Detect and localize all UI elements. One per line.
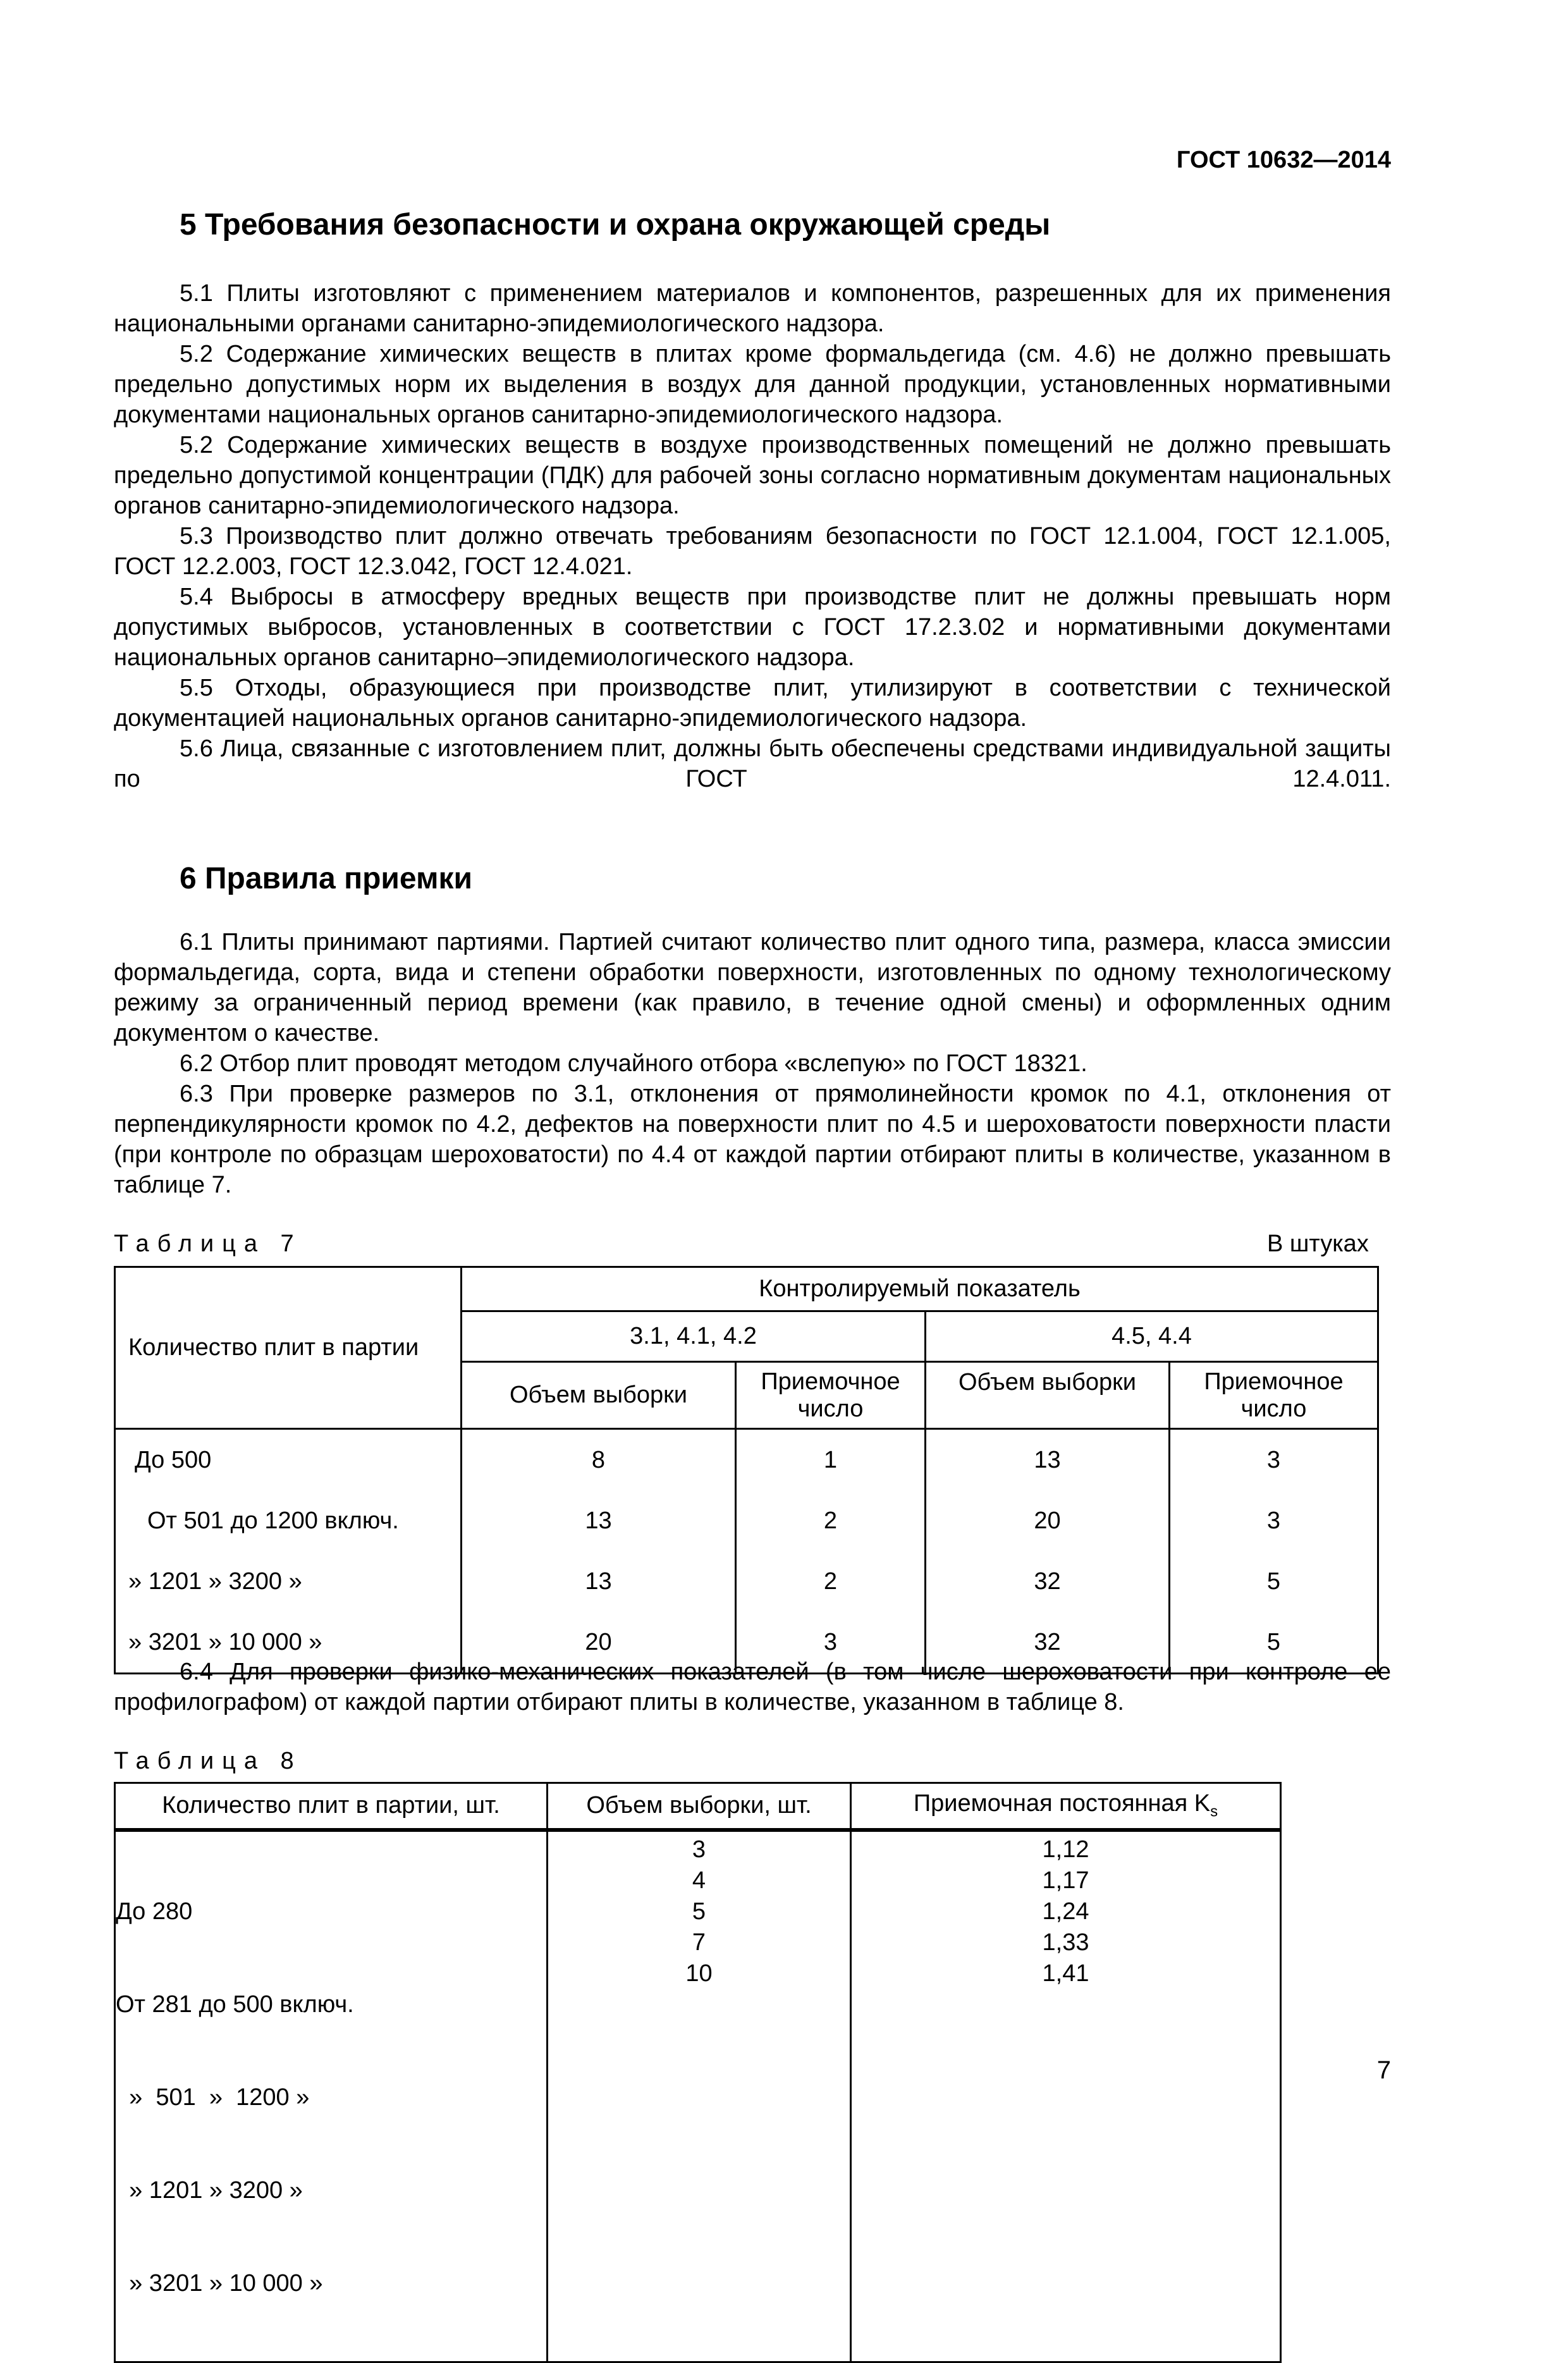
table-7-row-3-sample-1: 13 [585,1568,612,1595]
table-8-col-sample [548,1830,851,2362]
table-7-col-accept-2 [1170,1429,1378,1674]
table-7-group-1: 3.1, 4.1, 4.2 [462,1311,926,1362]
table-7-row-4-accept-1: 3 [823,1629,838,1655]
table-8-row-1-sample: 3 [692,1836,706,1863]
table-7-head-indicator: Контролируемый показатель [462,1267,1378,1311]
table-7-col-accept-1 [736,1429,926,1674]
table-8-head-const-subscript: s [1210,1803,1218,1821]
table-8-row-4-const: 1,33 [1042,1929,1089,1956]
table-8-row-1-qty: До 280 [116,1898,193,1925]
table-8-row-2-const: 1,17 [1042,1867,1089,1894]
table-7-sub-sample-2: Объем выборки [926,1362,1170,1429]
section-5-title: 5 Требования безопасности и охрана окружающей среды [180,208,1051,242]
paragraph-5-1: 5.1 Плиты изготовляют с применением материалов и компонентов, разрешенных для их применения национальными органами санитарно-эпидемиологического надзора. [114,280,1391,337]
table-7-row-2-accept-2: 3 [1266,1507,1281,1534]
table-7-row-1-sample-2: 13 [1034,1447,1061,1473]
table-7-sub-accept-2: Приемочное число [1170,1362,1378,1429]
paragraph-6-4-block [114,1657,1391,1717]
table-7-head-qty: Количество плит в партии [115,1267,462,1429]
table-7-row-1-accept-1: 1 [823,1447,838,1473]
table-7-col-sample-1 [462,1429,736,1674]
table-7-row-3-qty: » 1201 » 3200 » [128,1568,302,1595]
section-6-title: 6 Правила приемки [180,862,473,895]
table-7-sub-accept-1: Приемочное число [736,1362,926,1429]
table-8-col-qty [115,1830,548,2362]
table-7-row-4-sample-1: 20 [585,1629,612,1655]
table-7-row-2-accept-1: 2 [823,1507,838,1534]
table-7 [114,1266,1379,1674]
table-7-row-1-sample-1: 8 [591,1447,606,1473]
table-8-head-const-cell [851,1783,1281,1830]
table-8-row-5-qty: » 3201 » 10 000 » [116,2269,323,2297]
table-8-row-2-qty: От 281 до 500 включ. [116,1991,354,2018]
table-8-head-const: Приемочная постоянная K [913,1790,1211,1817]
table-7-row-1-qty: До 500 [135,1447,212,1473]
table-7-sub-sample-1: Объем выборки [462,1362,736,1429]
table-7-row-3-accept-1: 2 [823,1568,838,1595]
paragraph-6-3: 6.3 При проверке размеров по 3.1, отклонения от прямолинейности кромок по 4.1, отклонения от перпендикулярности кромок по 4.2, дефектов на поверхности плит по 4.5 и шероховатости поверхности пласти (при контроле по образцам шероховатости) по 4.4 от каждой партии отбирают плиты в количестве, указанном в таблице 7. [114,1081,1391,1198]
paragraph-5-2b: 5.2 Содержание химических веществ в воздухе производственных помещений не должно превышать предельно допустимой концентрации (ПДК) для рабочей зоны согласно нормативным документам национальных органов санитарно-эпидемиологического надзора. [114,432,1391,519]
table-7-body [115,1429,1378,1674]
table-8-row-4-sample: 7 [692,1929,706,1956]
paragraph-6-4: 6.4 Для проверки физико-механических показателей (в том числе шероховатости при контроле ее профилографом) от каждой партии отбирают плиты в количестве, указанном в таблице 8. [114,1659,1391,1715]
section-5-body [114,278,1391,794]
paragraph-5-5: 5.5 Отходы, образующиеся при производстве плит, утилизируют в соответствии с технической документацией национальных органов санитарно-эпидемиологического надзора. [114,675,1391,732]
table-8-col-const [851,1830,1281,2362]
table-8-head-sample: Объем выборки, шт. [548,1783,851,1830]
table-8-row-3-const: 1,24 [1042,1898,1089,1925]
table-7-row-4-sample-2: 32 [1034,1629,1061,1655]
table-7-caption: Таблица 7 [114,1231,302,1257]
paragraph-5-3: 5.3 Производство плит должно отвечать требованиям безопасности по ГОСТ 12.1.004, ГОСТ 12.1.005, ГОСТ 12.2.003, ГОСТ 12.3.042, ГОСТ 12.4.021. [114,523,1391,580]
paragraph-5-2a: 5.2 Содержание химических веществ в плитах кроме формальдегида (см. 4.6) не должно превышать предельно допустимых норм их выделения в воздух для данной продукции, установленных нормативными документами национальных органов санитарно-эпидемиологического надзора. [114,341,1391,428]
table-7-row-1-accept-2: 3 [1266,1447,1281,1473]
paragraph-6-2: 6.2 Отбор плит проводят методом случайного отбора «вслепую» по ГОСТ 18321. [180,1050,1087,1077]
table-7-row-2-sample-2: 20 [1034,1507,1061,1534]
table-8-row-1-const: 1,12 [1042,1836,1089,1863]
table-7-units: В штуках [1267,1231,1369,1257]
table-7-col-qty [115,1429,462,1674]
table-8 [114,1782,1282,2363]
table-8-caption: Таблица 8 [114,1748,302,1774]
table-7-row-4-accept-2: 5 [1266,1629,1281,1655]
document-code: ГОСТ 10632—2014 [1176,147,1391,173]
table-8-row-2-sample: 4 [692,1867,706,1894]
table-8-row-5-const: 1,41 [1042,1960,1089,1987]
table-7-row-4-qty: » 3201 » 10 000 » [128,1629,322,1655]
table-8-row-5-sample: 10 [685,1960,713,1987]
table-7-col-sample-2 [926,1429,1170,1674]
table-7-row-2-qty: От 501 до 1200 включ. [147,1507,399,1534]
paragraph-5-6: 5.6 Лица, связанные с изготовлением плит, должны быть обеспечены средствами индивидуальной защиты по ГОСТ 12.4.011. [114,735,1391,792]
table-7-row-3-sample-2: 32 [1034,1568,1061,1595]
table-8-row-4-qty: » 1201 » 3200 » [116,2176,303,2204]
paragraph-6-1: 6.1 Плиты принимают партиями. Партией считают количество плит одного типа, размера, класса эмиссии формальдегида, сорта, вида и степени обработки поверхности, изготовленных по одному технологическому режиму за ограниченный период времени (как правило, в течение одной смены) и оформленных одним документом о качестве. [114,929,1391,1046]
page-number: 7 [1376,2056,1391,2084]
table-7-row-2-sample-1: 13 [585,1507,612,1534]
table-8-head-qty: Количество плит в партии, шт. [115,1783,548,1830]
table-8-row-3-qty: » 501 » 1200 » [116,2084,310,2111]
paragraph-5-4: 5.4 Выбросы в атмосферу вредных веществ при производстве плит не должны превышать норм допустимых выбросов, установленных в соответствии с ГОСТ 17.2.3.02 и нормативными документами национальных органов санитарно–эпидемиологического надзора. [114,584,1391,671]
table-8-row-3-sample: 5 [692,1898,706,1925]
table-7-row-3-accept-2: 5 [1266,1568,1281,1595]
table-7-group-2: 4.5, 4.4 [926,1311,1378,1362]
section-6-body [114,927,1391,1200]
